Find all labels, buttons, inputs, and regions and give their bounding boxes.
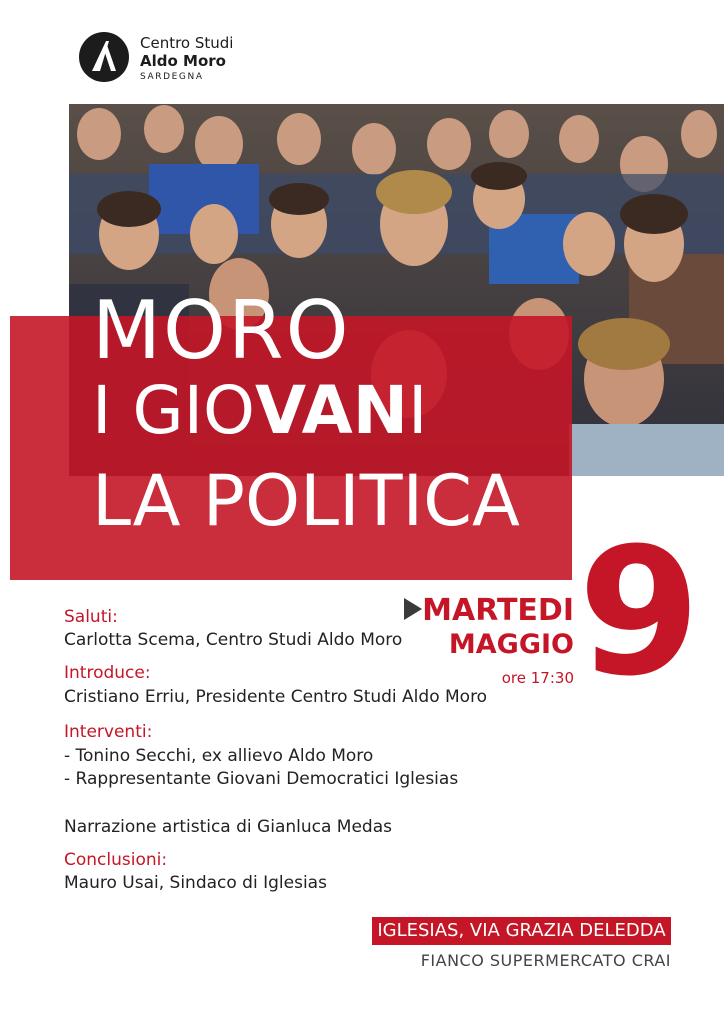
title-line-3: LA POLITICA	[92, 460, 520, 542]
venue-detail: FIANCO SUPERMERCATO CRAI	[420, 951, 671, 970]
title-line-1: MORO	[92, 284, 351, 377]
introduce-label: Introduce:	[64, 663, 151, 683]
logo-line-1: Centro Studi	[140, 34, 234, 52]
venue-location: IGLESIAS, VIA GRAZIA DELEDDA	[377, 920, 666, 941]
title-line-2-post: I	[407, 372, 428, 449]
venue-badge	[372, 917, 671, 945]
date-day-name: MARTEDI	[422, 593, 574, 628]
title-line-2-pre: I GIO	[92, 372, 256, 449]
title-line-2-bold: VAN	[255, 372, 408, 449]
logo-line-2: Aldo Moro	[140, 52, 226, 70]
date-month: MAGGIO	[448, 629, 574, 660]
aldo-moro-logo-icon	[78, 31, 130, 83]
interventi-item-2: - Rappresentante Giovani Democratici Iglesias	[64, 769, 459, 789]
conclusioni-label: Conclusioni:	[64, 850, 168, 870]
logo-line-3: SARDEGNA	[140, 72, 204, 82]
interventi-label: Interventi:	[64, 722, 153, 742]
logo-text	[140, 36, 233, 82]
interventi-item-1: - Tonino Secchi, ex allievo Aldo Moro	[64, 746, 374, 766]
saluti-text: Carlotta Scema, Centro Studi Aldo Moro	[64, 630, 403, 650]
conclusioni-text: Mauro Usai, Sindaco di Iglesias	[64, 873, 327, 893]
saluti-label: Saluti:	[64, 607, 118, 627]
narrazione-text: Narrazione artistica di Gianluca Medas	[64, 817, 392, 837]
date-day-number: 9	[578, 510, 701, 715]
title-line-2	[92, 372, 428, 449]
date-time: ore 17:30	[501, 669, 574, 687]
introduce-text: Cristiano Erriu, Presidente Centro Studi Aldo Moro	[64, 687, 488, 707]
play-arrow-icon	[404, 598, 422, 620]
